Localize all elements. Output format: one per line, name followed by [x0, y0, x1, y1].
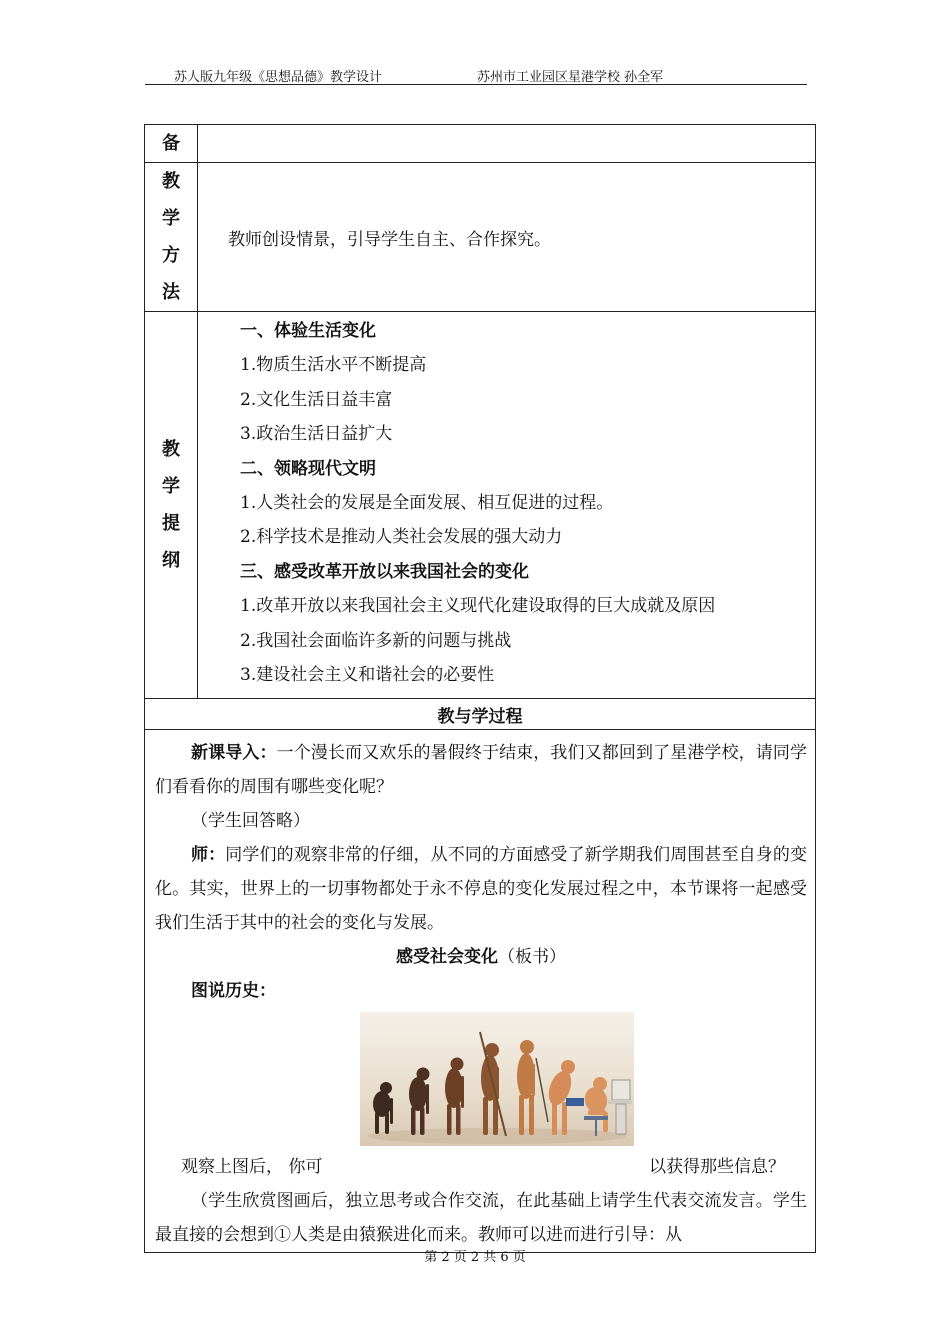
intro-label: 新课导入：: [191, 743, 277, 764]
process-title: 教与学过程: [145, 699, 816, 730]
observe-left: 观察上图后， 你可: [181, 1157, 323, 1178]
prep-content: [198, 125, 816, 163]
outline-heading: 三、感受改革开放以来我国社会的变化: [240, 561, 529, 582]
board-note: （板书）: [498, 947, 566, 968]
teacher-text: 同学们的观察非常的仔细，从不同的方面感受了新学期我们周围甚至自身的变化。其实，世界上的一切事物都处于永不停息的变化发展过程之中，本节课将一起感受我们生活于其中的社会的变化与发展。: [155, 845, 808, 934]
outline-item: 2.科学技术是推动人类社会发展的强大动力: [240, 527, 563, 548]
observe-right: 以获得那些信息？: [649, 1157, 785, 1178]
history-label: 图说历史：: [191, 981, 276, 1002]
outline-content: [198, 312, 816, 699]
method-label: 教 学 方 法: [145, 163, 198, 312]
observe-line: [155, 1150, 807, 1184]
page-footer: 第 2 页 2 共 6 页: [424, 1250, 526, 1265]
process-row: [145, 730, 816, 1253]
prep-row: [145, 125, 816, 163]
outline-label: 教 学 提 纲: [145, 312, 198, 699]
human-evolution-image: [360, 1012, 634, 1146]
header-right: 苏州市工业园区星港学校 孙全军: [477, 70, 664, 85]
outline-item: 1.物质生活水平不断提高: [240, 355, 427, 376]
outline-item: 3.建设社会主义和谐社会的必要性: [240, 664, 495, 685]
process-content: [145, 730, 816, 1253]
intro-text: 一个漫长而又欢乐的暑假终于结束，我们又都回到了星港学校，请同学们看看你的周围有哪些变化呢？: [155, 743, 808, 798]
header-left: 苏人版九年级《思想品德》教学设计: [174, 70, 383, 85]
prep-label: 备: [145, 125, 198, 163]
outline-heading: 一、体验生活变化: [240, 321, 376, 341]
teacher-paragraph: [155, 838, 807, 940]
evolution-image-row: [155, 1008, 807, 1150]
page-header: [145, 64, 807, 85]
outline-row: [145, 312, 816, 699]
intro-paragraph: [155, 736, 807, 804]
board-line: [155, 940, 807, 974]
outline-item: 1.人类社会的发展是全面发展、相互促进的过程。: [240, 492, 614, 513]
outline-item: 2.我国社会面临许多新的问题与挑战: [240, 630, 512, 651]
outline-item: 1.改革开放以来我国社会主义现代化建设取得的巨大成就及原因: [240, 596, 716, 617]
outline-item: 3.政治生活日益扩大: [240, 424, 393, 445]
method-text: 教师创设情景，引导学生自主、合作探究。: [198, 163, 816, 312]
outline-item: 2.文化生活日益丰富: [240, 389, 393, 410]
process-title-row: [145, 699, 816, 730]
lesson-table: [144, 124, 816, 1253]
activity-paragraph: （学生欣赏图画后，独立思考或合作交流，在此基础上请学生代表交流发言。学生最直接的会想到①人类是由猿猴进化而来。教师可以进而进行引导：从: [155, 1191, 807, 1246]
board-title: 感受社会变化: [396, 947, 498, 968]
student-answer: （学生回答略）: [191, 811, 310, 832]
teacher-label: 师：: [191, 845, 226, 866]
outline-heading: 二、领略现代文明: [240, 458, 376, 479]
method-row: [145, 163, 816, 312]
